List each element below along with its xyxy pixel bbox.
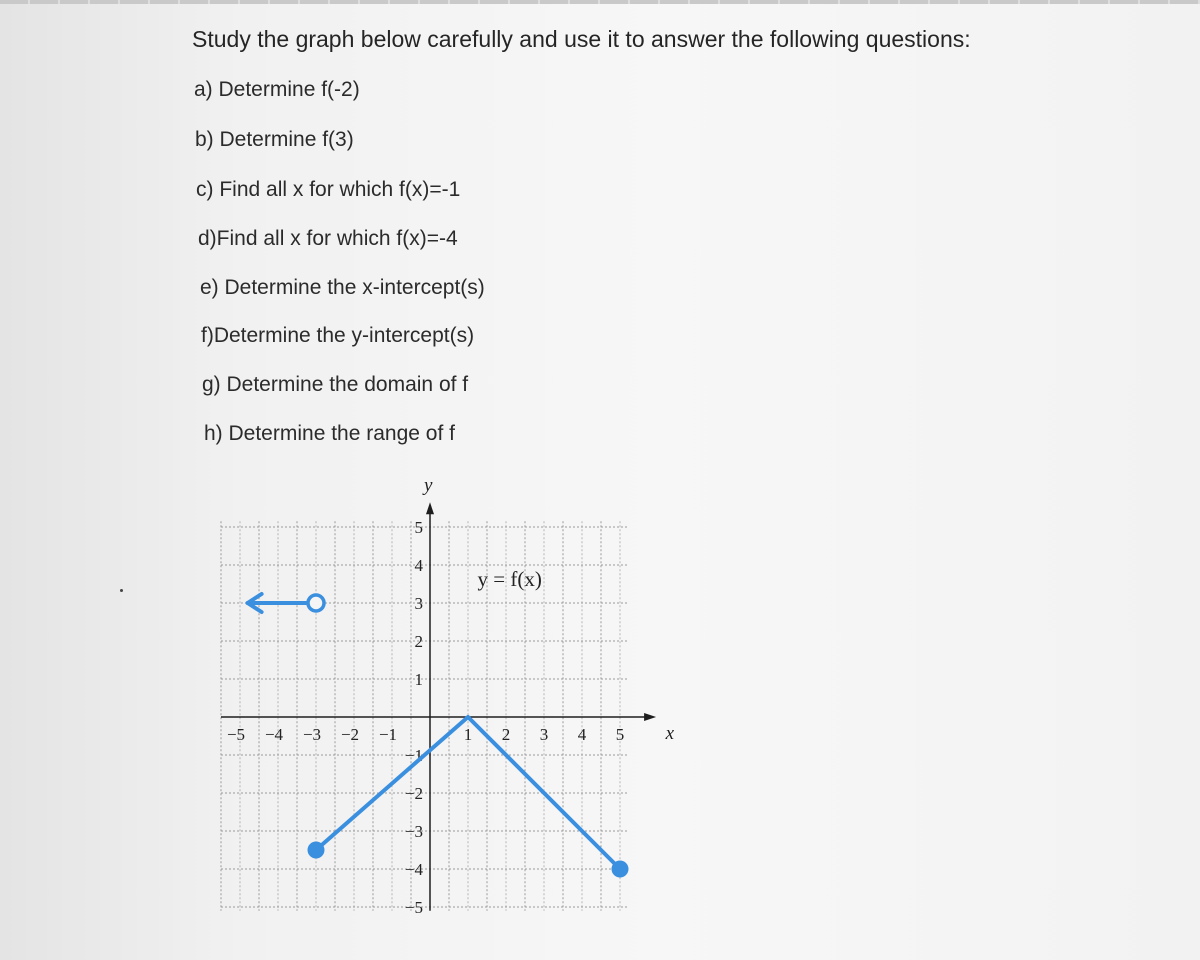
y-tick-label: −4 xyxy=(404,860,423,879)
question-b: b) Determine f(3) xyxy=(195,128,354,151)
x-tick-label: −4 xyxy=(264,725,284,744)
x-axis-label: x xyxy=(665,723,675,744)
x-tick-label: 3 xyxy=(539,725,549,744)
question-f: f)Determine the y-intercept(s) xyxy=(201,324,475,347)
grid xyxy=(221,521,628,911)
y-tick-label: 3 xyxy=(414,594,423,613)
y-tick-label: −1 xyxy=(404,746,423,765)
y-tick-label: −5 xyxy=(404,898,423,917)
x-tick-label: −1 xyxy=(378,725,398,744)
y-axis-arrow-icon xyxy=(426,502,434,514)
axes xyxy=(221,502,656,911)
y-tick-label: 4 xyxy=(414,556,423,575)
closed-endpoint xyxy=(308,842,325,859)
question-c: c) Find all x for which f(x)=-1 xyxy=(196,178,461,201)
x-tick-label: 1 xyxy=(463,725,473,744)
x-tick-label: −2 xyxy=(340,725,360,744)
y-tick-label: 1 xyxy=(414,670,423,689)
y-tick-label: −3 xyxy=(404,822,423,841)
x-tick-label: 4 xyxy=(577,725,587,744)
x-axis-arrow-icon xyxy=(644,713,656,721)
instructions-title: Study the graph below carefully and use it to answer the following questions: xyxy=(192,26,971,52)
x-tick-label: −5 xyxy=(226,725,246,744)
question-g: g) Determine the domain of f xyxy=(202,373,469,396)
x-tick-label: 5 xyxy=(615,725,625,744)
y-tick-label: −2 xyxy=(404,784,423,803)
open-endpoint xyxy=(308,595,324,611)
question-e: e) Determine the x-intercept(s) xyxy=(200,276,485,299)
question-d: d)Find all x for which f(x)=-4 xyxy=(198,227,458,250)
y-tick-label: 2 xyxy=(414,632,423,651)
x-tick-label: 2 xyxy=(501,725,511,744)
y-axis-label: y xyxy=(424,474,433,496)
question-a: a) Determine f(-2) xyxy=(194,78,360,101)
question-h: h) Determine the range of f xyxy=(204,422,455,445)
closed-endpoint xyxy=(612,861,629,878)
function-label: y = f(x) xyxy=(477,566,542,591)
y-tick-label: 5 xyxy=(414,518,423,537)
x-tick-label: −3 xyxy=(302,725,322,744)
